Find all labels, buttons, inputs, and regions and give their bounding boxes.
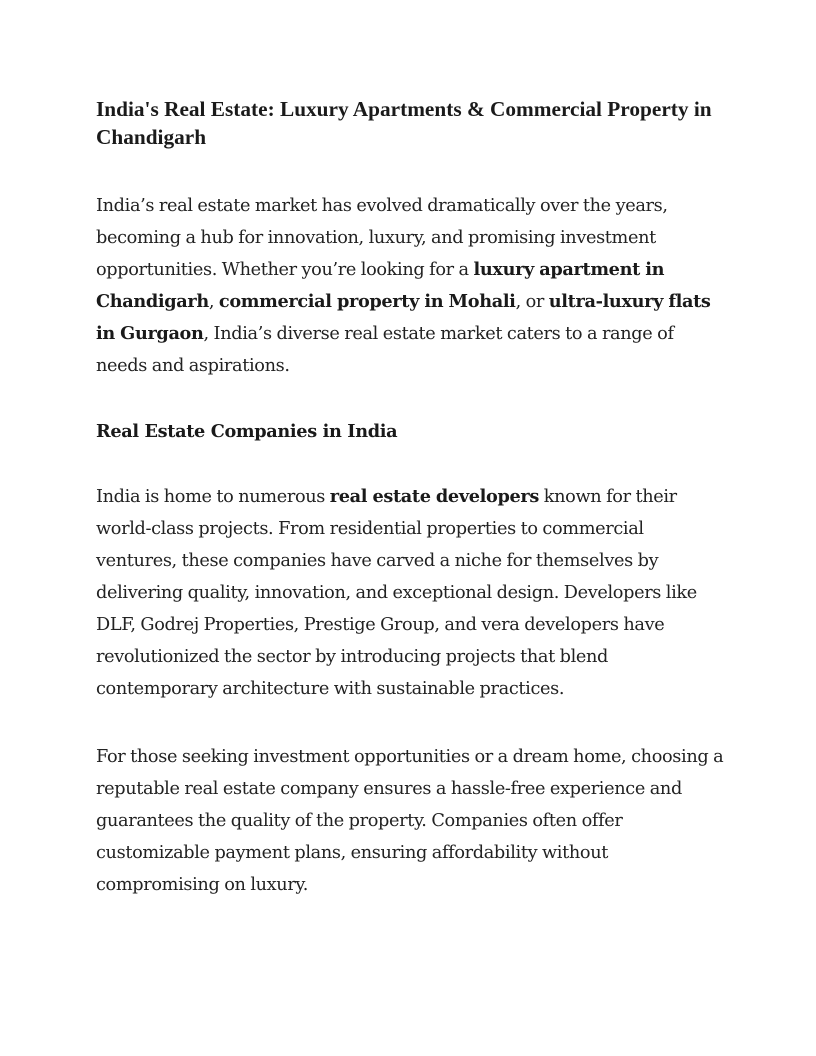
intro-paragraph — [96, 190, 726, 382]
intro-bold-luxury-apartment: luxury apartment in Chandigarh — [96, 259, 665, 312]
intro-text-3: , or — [515, 292, 549, 312]
intro-bold-commercial-property: commercial property in Mohali — [218, 291, 516, 312]
investment-paragraph: For those seeking investment opportunities or a dream home, choosing a reputable real estate company ensures a hassle-free experience and guarantees the quality of the property. Companies often offer customizable payment plans, ensuring affordability without compromising on luxury. — [96, 747, 724, 895]
intro-text-1: India’s real estate market has evolved dramatically over the years, becoming a hub for innovation, luxury, and promising investment opportunities. Whether you’re looking for a — [96, 196, 668, 280]
companies-paragraph — [96, 481, 726, 705]
intro-bold-ultra-luxury-flats: ultra-luxury flats in Gurgaon — [96, 291, 711, 344]
companies-bold-developers: real estate developers — [329, 486, 539, 507]
companies-text-1: India is home to numerous — [96, 487, 330, 507]
document-title: India's Real Estate: Luxury Apartments & Commercial Property in Chandigarh — [96, 97, 712, 149]
companies-text-2: known for their world-class projects. From residential properties to commercial ventures, these companies have carved a niche for themselves by delivering quality, innovation, and exceptional design. Developers like DLF, Godrej Properties, Prestige Group, and vera developers have revolutionized the sector by introducing projects that blend contemporary architecture with sustainable practices. — [96, 487, 697, 699]
intro-text-4: , India’s diverse real estate market caters to a range of needs and aspirations. — [96, 324, 674, 376]
intro-text-2: , — [208, 292, 219, 312]
section-heading: Real Estate Companies in India — [96, 421, 398, 442]
